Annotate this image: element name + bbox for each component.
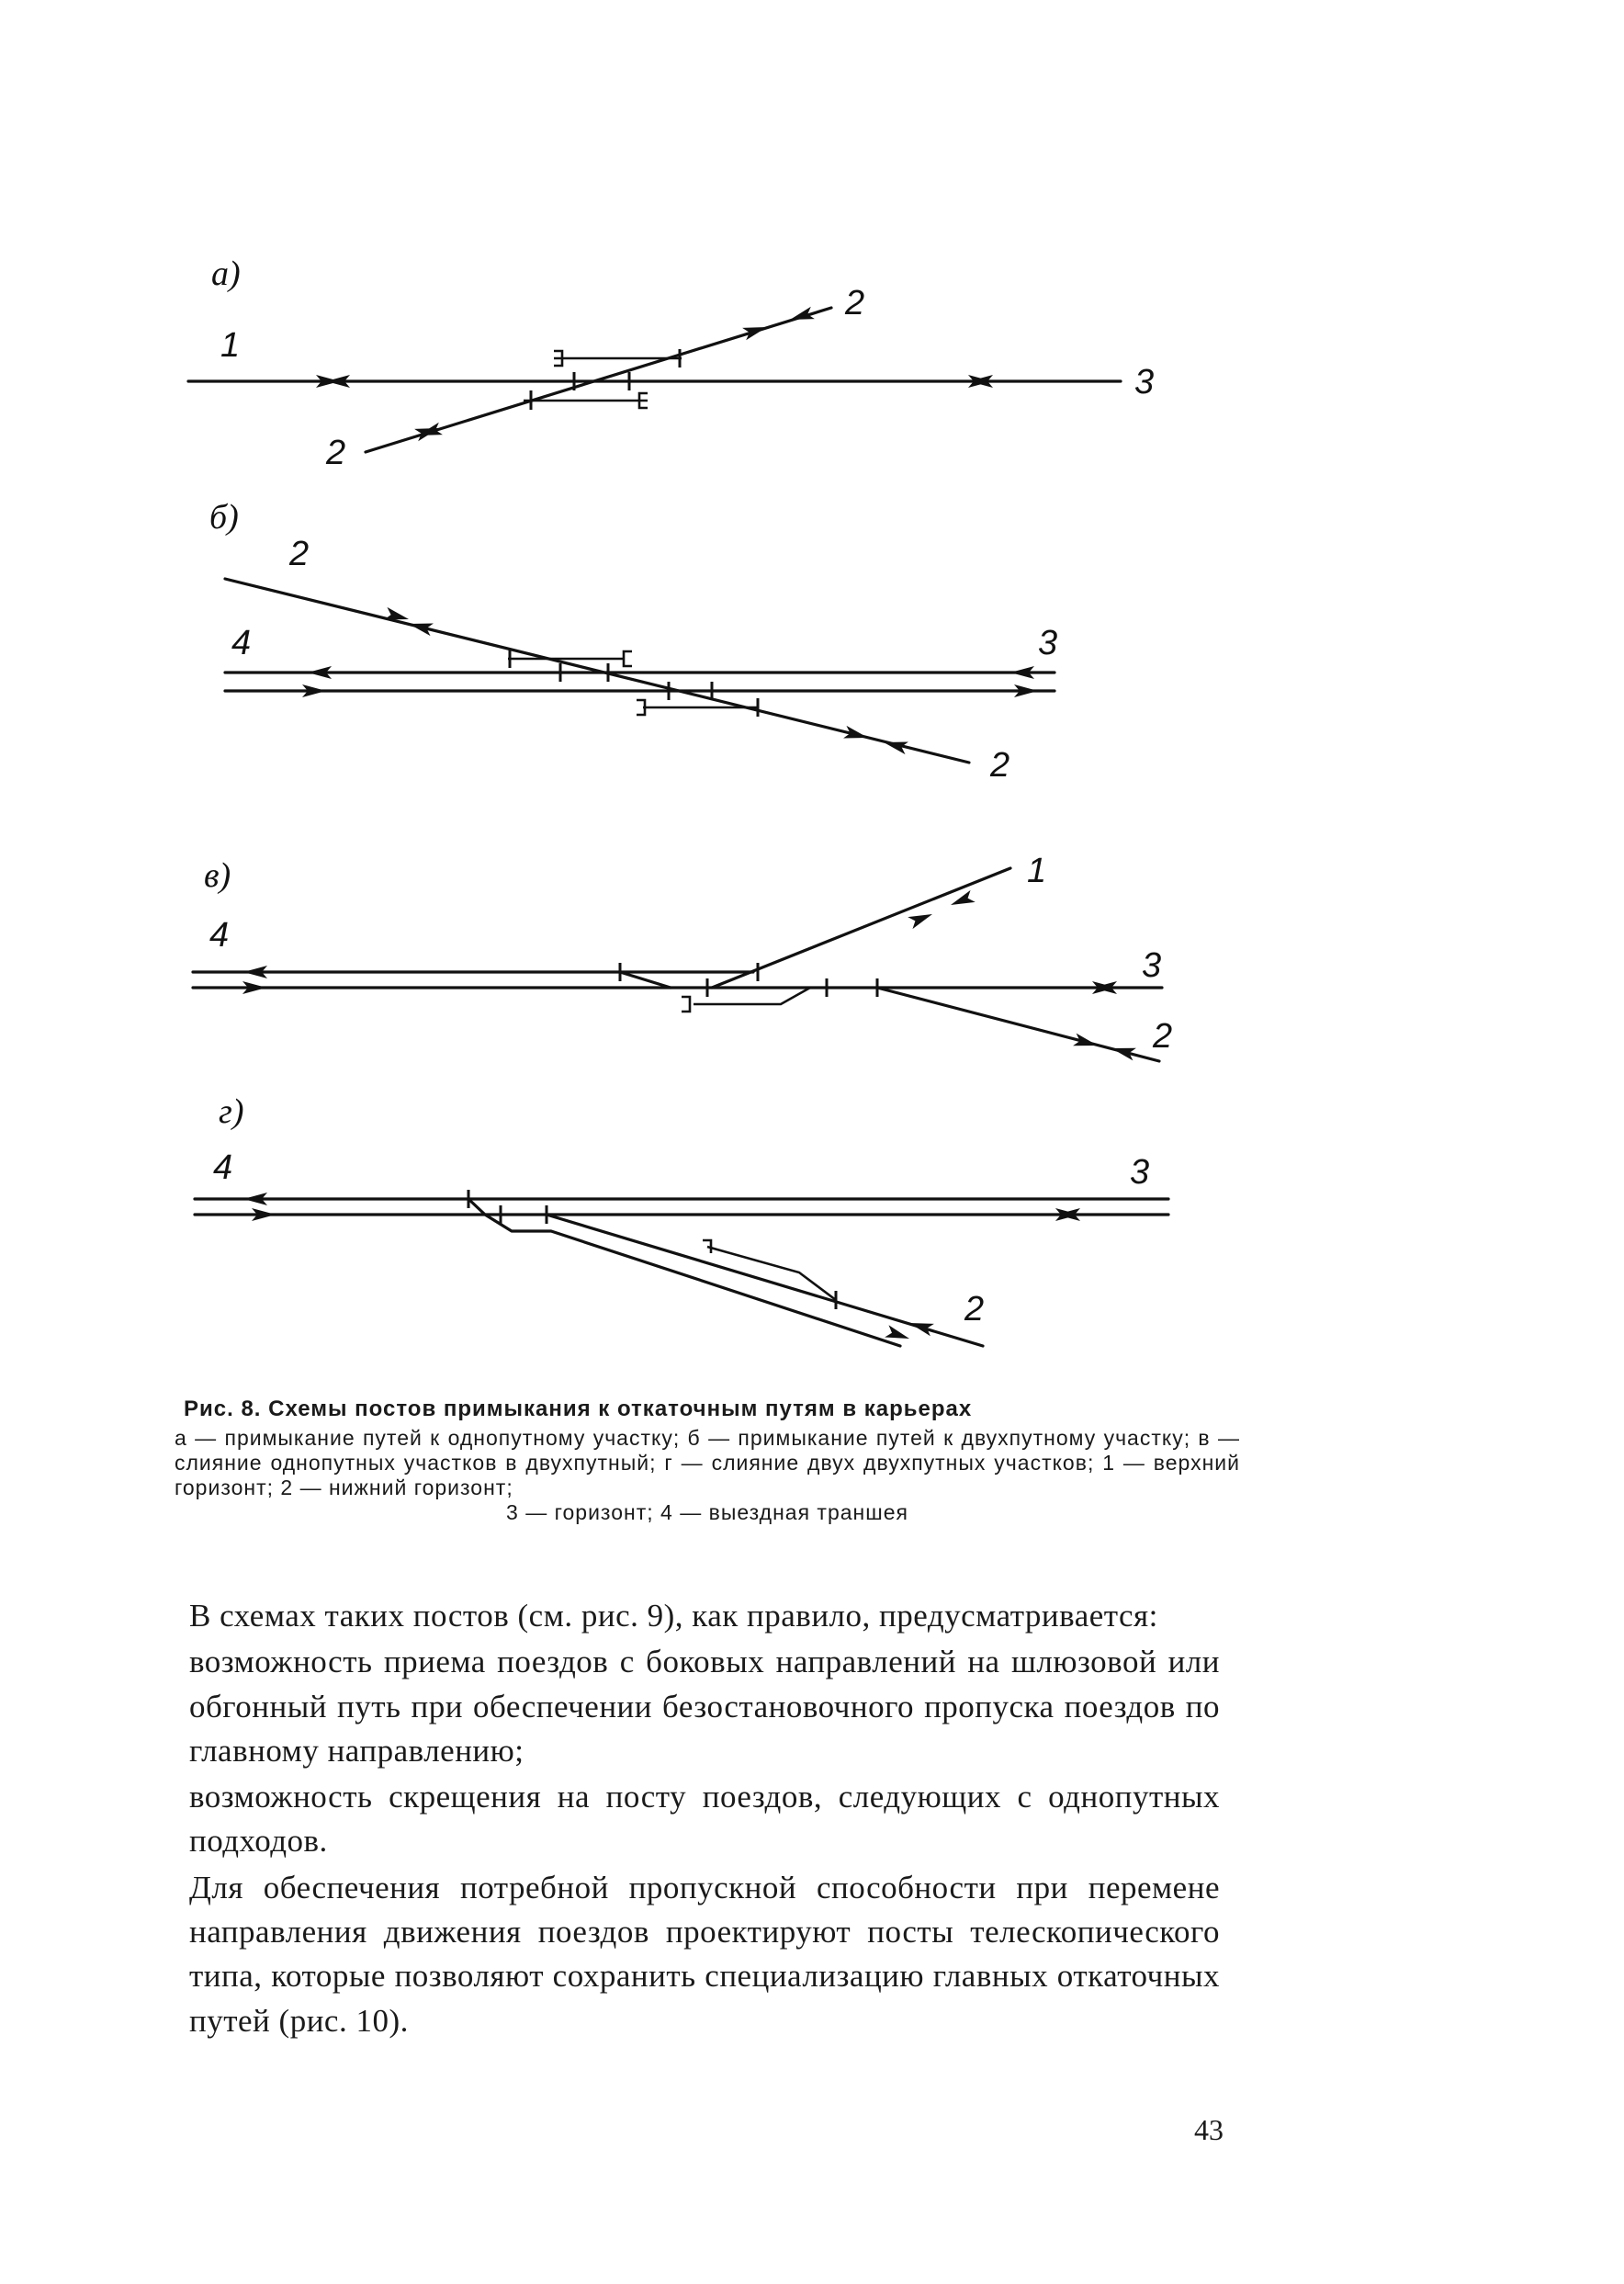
panel-b-label-2-bottom: 2 [990, 746, 1010, 785]
panel-v-label-1: 1 [1027, 852, 1047, 890]
panel-b-label-2-top: 2 [289, 535, 310, 573]
panel-b [209, 498, 1057, 785]
panel-g-label-3: 3 [1130, 1153, 1150, 1192]
panel-a-label-2-top: 2 [845, 284, 865, 322]
panel-a-label-1: 1 [220, 326, 241, 365]
panel-b-letter: б) [209, 498, 239, 537]
panel-a-letter: а) [211, 254, 241, 293]
panel-g-label-4: 4 [213, 1148, 233, 1187]
panel-g-letter: г) [219, 1092, 244, 1131]
caption-body-last: 3 — горизонт; 4 — выездная траншея [506, 1499, 908, 1524]
page-number: 43 [1194, 2113, 1224, 2146]
panel-v-label-4: 4 [209, 916, 230, 955]
paragraph-3: возможность скрещения на посту поездов, следующих с однопутных подходов. [189, 1779, 1220, 1860]
paragraph-4: Для обеспечения потребной пропускной способности при перемене направления движения поездов проектируют посты телескопического типа, которые позволяют сохранить специализацию главных откаточных путей (рис. 10). [189, 1869, 1220, 2039]
panel-a-label-2-bottom: 2 [326, 434, 346, 472]
panel-b-label-3: 3 [1038, 624, 1058, 662]
panel-v-letter: в) [204, 856, 231, 895]
body-text [189, 1594, 1220, 2045]
panel-a [188, 254, 1154, 472]
panel-b-label-4: 4 [231, 624, 252, 662]
panel-v-label-2: 2 [1153, 1017, 1173, 1056]
panel-g [195, 1092, 1168, 1346]
panel-v [193, 852, 1172, 1061]
panel-g-label-2: 2 [964, 1290, 985, 1329]
figure-caption [175, 1396, 1240, 1525]
paragraph-2: возможность приема поездов с боковых направлений на шлюзовой или обгонный путь при обеспечении безостановочного пропуска поездов по главному направлению; [189, 1644, 1220, 1769]
caption-title: Рис. 8. Схемы постов примыкания к откаточным путям в карьерах [184, 1396, 973, 1421]
caption-body [175, 1426, 1240, 1525]
panel-v-label-3: 3 [1142, 946, 1162, 985]
caption-body-text: а — примыкание путей к однопутному участку; б — примыкание путей к двухпутному участку; в — слияние однопутных участков в двухпутный; г — слияние двух двухпутных участков; 1 — верхний горизонт; 2 — нижний горизонт; [175, 1426, 1240, 1499]
paragraph-1: В схемах таких постов (см. рис. 9), как правило, предусматривается: [189, 1598, 1158, 1634]
panel-a-label-3: 3 [1134, 363, 1155, 401]
